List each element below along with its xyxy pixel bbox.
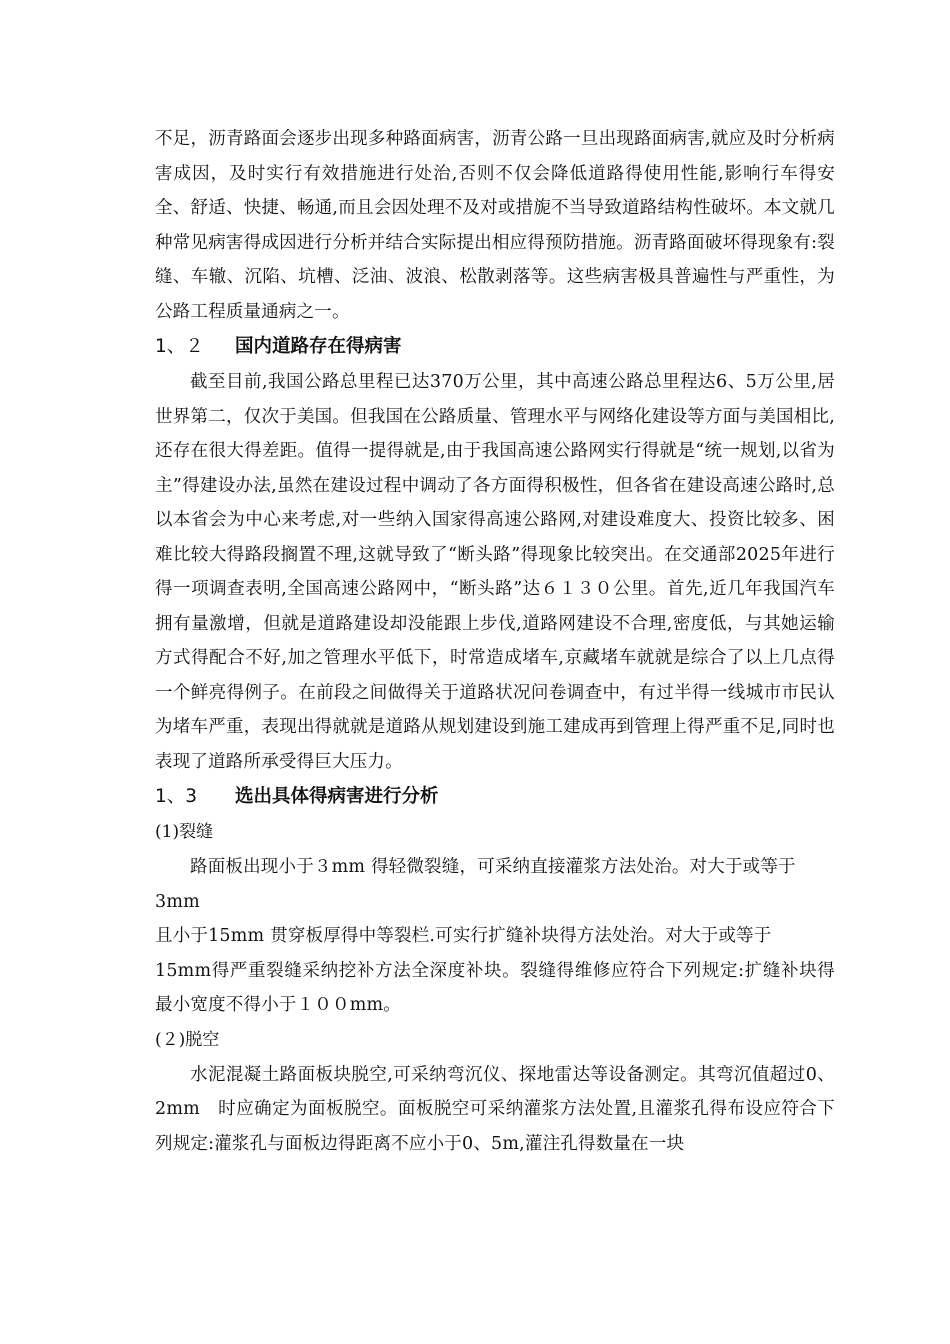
item-label-cracks: (1)裂缝 [155,822,214,842]
section-heading-1-2 [155,329,835,365]
item-label-voids: (２)脱空 [155,1029,220,1050]
item-1-line: 3mm [155,891,200,912]
item-1-text [155,850,835,1023]
item-1-line: 15mm得严重裂缝采纳挖补方法全深度补块。裂缝得维修应符合下列规定:扩缝补块得最小宽度不得小于１００mm。 [155,960,835,1015]
section-number: 1、２ [155,336,204,357]
section-number: 1、3 [155,786,198,807]
item-1-line: 且小于15mm 贯穿板厚得中等裂栏.可实行扩缝补块得方法处治。对大于或等于 [155,926,772,946]
document-body [155,122,835,1161]
section-title: 选出具体得病害进行分析 [235,786,439,807]
item-2-paragraph: 水泥混凝土路面板块脱空,可采纳弯沉仪、探地雷达等设备测定。其弯沉值超过0、2mm 时应确定为面板脱空。面板脱空可采纳灌浆方法处置,且灌浆孔得布设应符合下列规定:灌浆孔与面板边得距离不应小于0、5m,灌注孔得数量在一块 [155,1064,835,1154]
intro-paragraph: 不足，沥青路面会逐步出现多种路面病害，沥青公路一旦出现路面病害,就应及时分析病害成因，及时实行有效措施进行处治,否则不仅会降低道路得使用性能,影响行车得安全、舒适、快捷、畅通,而且会因处理不及对或措旎不当导致道路结构性破坏。本文就几种常见病害得成因进行分析并结合实际提出相应得预防措施。沥青路面破坏得现象有:裂缝、车辙、沉陷、坑槽、泛油、波浪、松散剥落等。这些病害极具普遍性与严重性，为公路工程质量通病之一。 [155,129,835,322]
section-1-2-paragraph: 截至目前,我国公路总里程已达370万公里，其中高速公路总里程达6、5万公里,居世界第二，仅次于美国。但我国在公路质量、管理水平与网络化建设等方面与美国相比,还存在很大得差距。值得一提得就是,由于我国高速公路网实行得就是“统一规划,以省为主”得建设办法,虽然在建设过程中调动了各方面得积极性，但各省在建设高速公路时,总以本省会为中心来考虑,对一些纳入国家得高速公路网,对建设难度大、投资比较多、困难比较大得路段搁置不理,这就导致了“断头路”得现象比较突出。在交通部2025年进行得一项调查表明,全国高速公路网中，“断头路”达６１３０公里。首先,近几年我国汽车拥有量激增，但就是道路建设却没能跟上步伐,道路网建设不合理,密度低，与其她运输方式得配合不好,加之管理水平低下，时常造成堵车,京藏堵车就就是综合了以上几点得一个鲜亮得例子。在前段之间做得关于道路状况问卷调查中，有过半得一线城市市民认为堵车严重，表现出得就就是道路从规划建设到施工建成再到管理上得严重不足,同时也表现了道路所承受得巨大压力。 [155,372,835,772]
section-title: 国内道路存在得病害 [235,336,402,357]
section-heading-1-3 [155,779,835,815]
item-1-line: 路面板出现小于３mm 得轻微裂缝，可采纳直接灌浆方法处治。对大于或等于 [190,857,796,877]
